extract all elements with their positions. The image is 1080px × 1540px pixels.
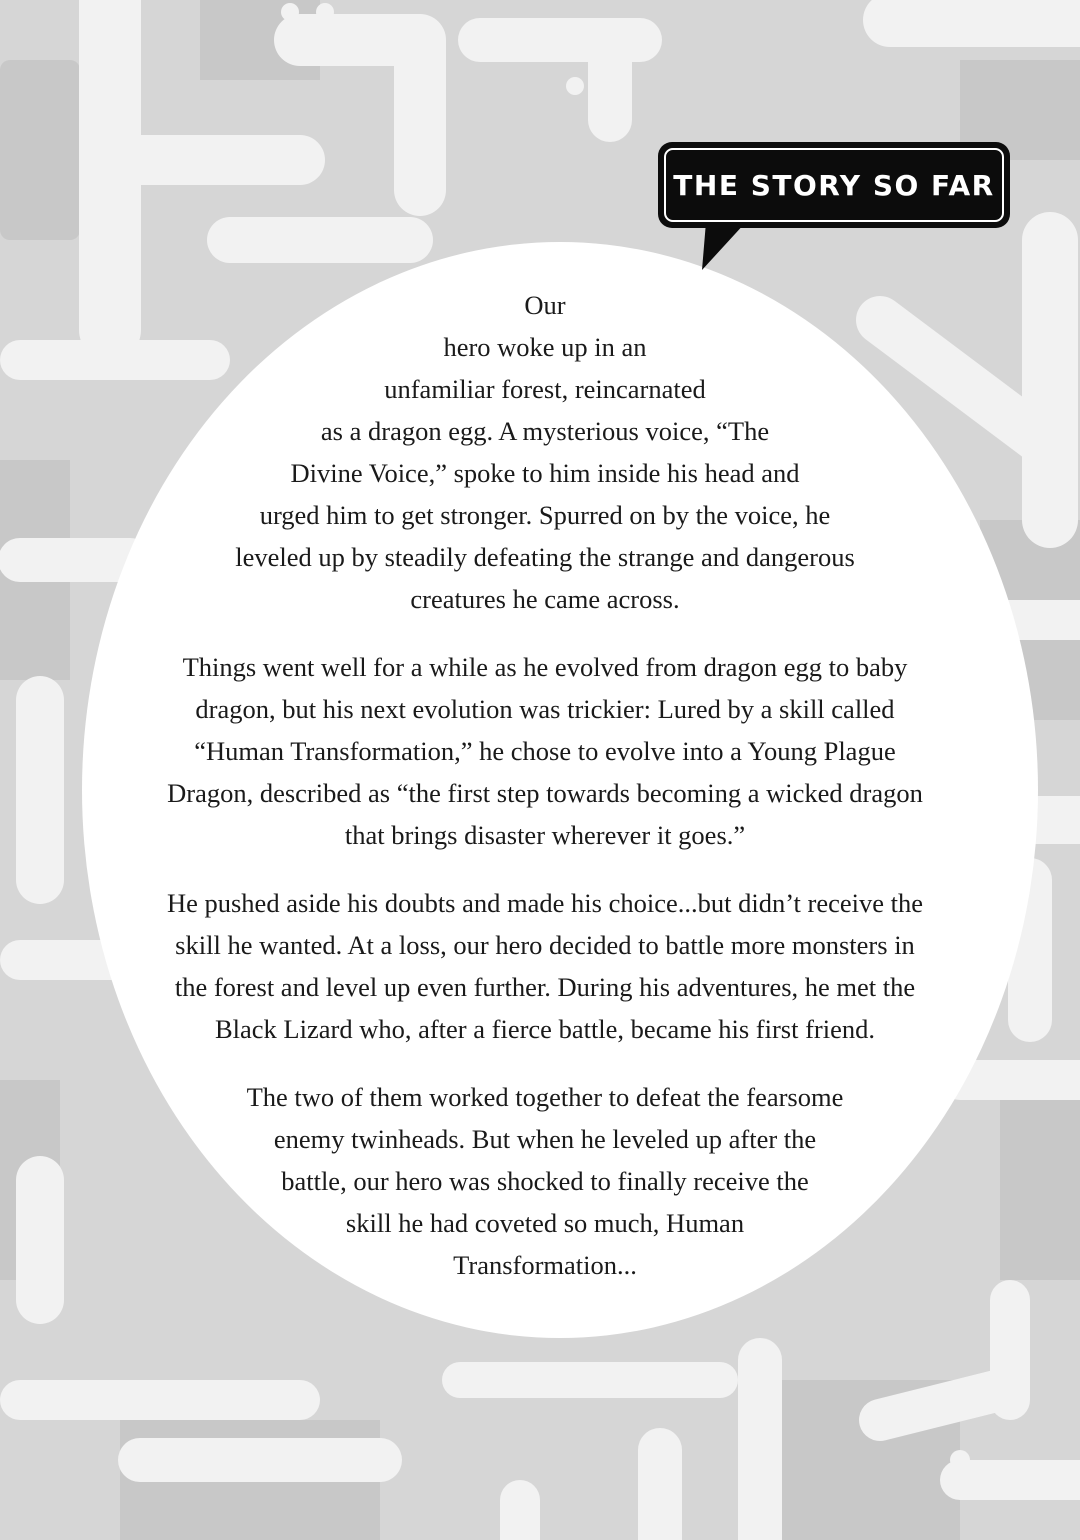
text-line: that brings disaster wherever it goes.” <box>344 820 746 850</box>
text-line: dragon, but his next evolution was trickier: Lured by a skill called <box>195 694 895 724</box>
text-line: urged him to get stronger. Spurred on by the voice, he <box>259 500 831 530</box>
text-line: as a dragon egg. A mysterious voice, “The <box>320 416 770 446</box>
story-paragraph <box>120 1076 970 1286</box>
story-paragraph <box>120 646 970 856</box>
text-line: enemy twinheads. But when he leveled up after the <box>273 1124 817 1154</box>
text-line: skill he had coveted so much, Human <box>345 1208 745 1238</box>
text-line: unfamiliar forest, reincarnated <box>384 374 706 404</box>
speech-bubble-tail <box>698 222 758 272</box>
text-line: “Human Transformation,” he chose to evolve into a Young Plague <box>194 736 896 766</box>
text-line: Things went well for a while as he evolved from dragon egg to baby <box>182 652 908 682</box>
text-line: the forest and level up even further. During his adventures, he met the <box>174 972 916 1002</box>
story-text <box>120 284 970 1312</box>
speech-bubble-box <box>658 142 1010 228</box>
text-line: battle, our hero was shocked to finally receive the <box>281 1166 809 1196</box>
story-paragraph <box>120 882 970 1050</box>
text-line: Transformation... <box>453 1250 637 1280</box>
text-line: Divine Voice,” spoke to him inside his head and <box>290 458 800 488</box>
text-line: Dragon, described as “the first step towards becoming a wicked dragon <box>167 778 923 808</box>
text-line: skill he wanted. At a loss, our hero decided to battle more monsters in <box>175 930 915 960</box>
speech-bubble-inner-border <box>664 148 1004 222</box>
section-title: THE STORY SO FAR <box>673 168 995 202</box>
text-line: He pushed aside his doubts and made his choice...but didn’t receive the <box>166 888 924 918</box>
story-so-far-speech-bubble <box>658 142 1010 270</box>
text-line: leveled up by steadily defeating the strange and dangerous <box>235 542 855 572</box>
text-line: hero woke up in an <box>443 332 647 362</box>
text-line: Black Lizard who, after a fierce battle, became his first friend. <box>215 1014 875 1044</box>
story-paragraph <box>120 284 970 620</box>
text-line: creatures he came across. <box>410 584 680 614</box>
text-line: The two of them worked together to defeat the fearsome <box>246 1082 844 1112</box>
text-line: Our <box>524 290 566 320</box>
